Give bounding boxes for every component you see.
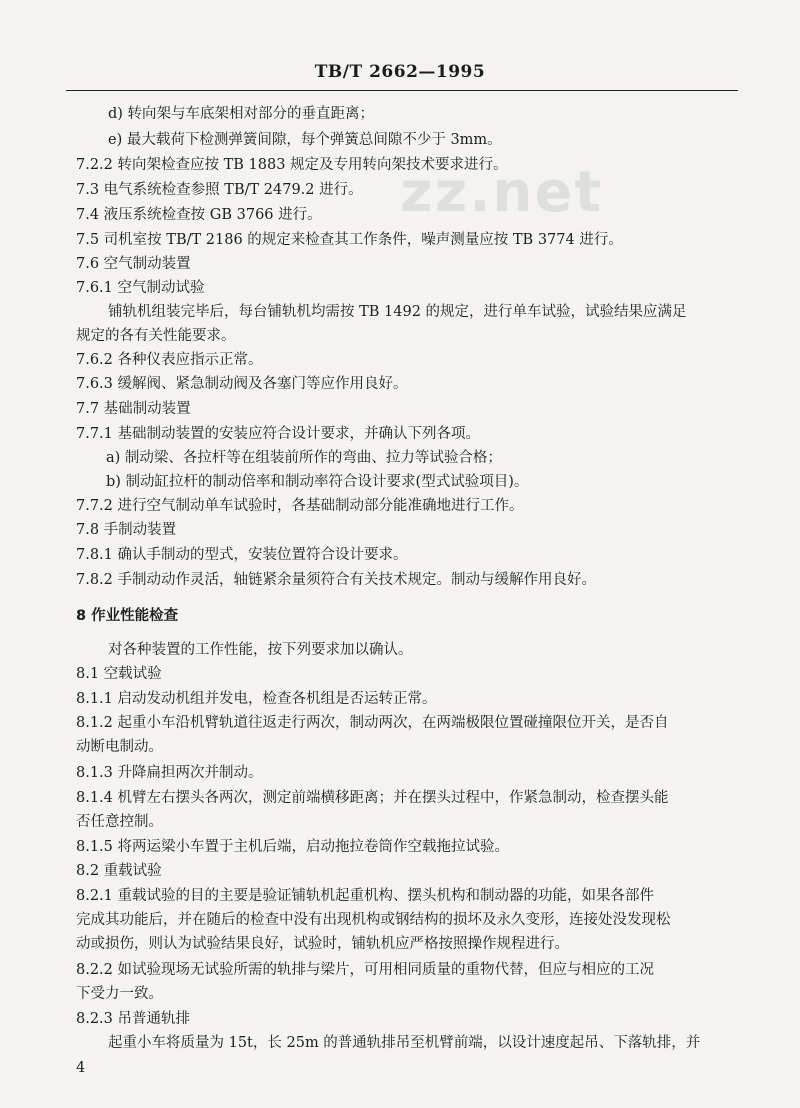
clause-8-2-1-line1: 8.2.1 重载试验的目的主要是验证铺轨机起重机构、摆头机构和制动器的功能，如果各部件 xyxy=(76,888,654,904)
clause-8-1-2-line1: 8.1.2 起重小车沿机臂轨道往返走行两次，制动两次，在两端极限位置碰撞限位开关，是否自 xyxy=(76,715,669,731)
clause-7-6-2: 7.6.2 各种仪表应指示正常。 xyxy=(76,352,263,368)
heading-7-8: 7.8 手制动装置 xyxy=(76,522,177,538)
clause-8-1-4-line2: 否任意控制。 xyxy=(76,814,163,830)
heading-7-6-1: 7.6.1 空气制动试验 xyxy=(76,280,205,296)
clause-7-4: 7.4 液压系统检查按 GB 3766 进行。 xyxy=(76,207,322,223)
header-rule xyxy=(66,90,738,91)
section-8-heading: 8 作业性能检查 xyxy=(76,608,179,624)
clause-7-7-1: 7.7.1 基础制动装置的安装应符合设计要求，并确认下列各项。 xyxy=(76,426,481,442)
item-a: a) 制动梁、各拉杆等在组装前所作的弯曲、拉力等试验合格； xyxy=(106,450,502,466)
clause-7-5: 7.5 司机室按 TB/T 2186 的规定来检查其工作条件，噪声测量应按 TB 3774 进行。 xyxy=(76,232,623,248)
clause-8-2-3-text: 起重小车将质量为 15t，长 25m 的普通轨排吊至机臂前端，以设计速度起吊、下落轨排，并 xyxy=(108,1035,701,1051)
paragraph-7-6-1-line2: 规定的各有关性能要求。 xyxy=(76,328,236,344)
heading-8-1: 8.1 空载试验 xyxy=(76,666,162,682)
heading-8-2-3: 8.2.3 吊普通轨排 xyxy=(76,1011,191,1027)
heading-7-6: 7.6 空气制动装置 xyxy=(76,256,191,272)
clause-7-8-2: 7.8.2 手制动动作灵活，轴链紧余量须符合有关技术规定。制动与缓解作用良好。 xyxy=(76,572,597,588)
clause-8-1-2-line2: 动断电制动。 xyxy=(76,739,163,755)
item-b: b) 制动缸拉杆的制动倍率和制动率符合设计要求(型式试验项目)。 xyxy=(106,474,529,490)
paragraph-7-6-1-line1: 铺轨机组装完毕后，每台铺轨机均需按 TB 1492 的规定，进行单车试验，试验结果应满足 xyxy=(108,304,687,320)
clause-8-1-5: 8.1.5 将两运梁小车置于主机后端，启动拖拉卷筒作空载拖拉试验。 xyxy=(76,839,510,855)
section-8-intro: 对各种装置的工作性能，按下列要求加以确认。 xyxy=(108,642,413,658)
watermark: zz.net xyxy=(400,160,604,225)
page-number: 4 xyxy=(76,1060,86,1076)
clause-8-1-1: 8.1.1 启动发动机组并发电，检查各机组是否运转正常。 xyxy=(76,691,437,707)
heading-8-2: 8.2 重载试验 xyxy=(76,863,162,879)
clause-8-2-1-line2: 完成其功能后，并在随后的检查中没有出现机构或钢结构的损坏及永久变形，连接处没发现松 xyxy=(76,912,671,928)
standard-number-header: TB/T 2662—1995 xyxy=(314,62,486,82)
clause-7-7-2: 7.7.2 进行空气制动单车试验时，各基础制动部分能准确地进行工作。 xyxy=(76,498,524,514)
clause-7-6-3: 7.6.3 缓解阀、紧急制动阀及各塞门等应作用良好。 xyxy=(76,376,408,392)
clause-8-1-4-line1: 8.1.4 机臂左右摆头各两次，测定前端横移距离；并在摆头过程中，作紧急制动，检查摆头能 xyxy=(76,790,669,806)
item-d: d) 转向架与车底架相对部分的垂直距离； xyxy=(108,106,375,122)
heading-7-7: 7.7 基础制动装置 xyxy=(76,401,191,417)
clause-7-8-1: 7.8.1 确认手制动的型式，安装位置符合设计要求。 xyxy=(76,547,408,563)
item-e: e) 最大载荷下检测弹簧间隙，每个弹簧总间隙不少于 3mm。 xyxy=(108,132,502,148)
clause-7-2-2: 7.2.2 转向架检查应按 TB 1883 规定及专用转向架技术要求进行。 xyxy=(76,157,508,173)
clause-8-2-2-line1: 8.2.2 如试验现场无试验所需的轨排与梁片，可用相同质量的重物代替，但应与相应的工况 xyxy=(76,962,654,978)
clause-8-2-2-line2: 下受力一致。 xyxy=(76,986,163,1002)
clause-8-1-3: 8.1.3 升降扁担两次并制动。 xyxy=(76,765,263,781)
clause-7-3: 7.3 电气系统检查参照 TB/T 2479.2 进行。 xyxy=(76,182,363,198)
clause-8-2-1-line3: 动或损伤，则认为试验结果良好，试验时，铺轨机应严格按照操作规程进行。 xyxy=(76,936,569,952)
